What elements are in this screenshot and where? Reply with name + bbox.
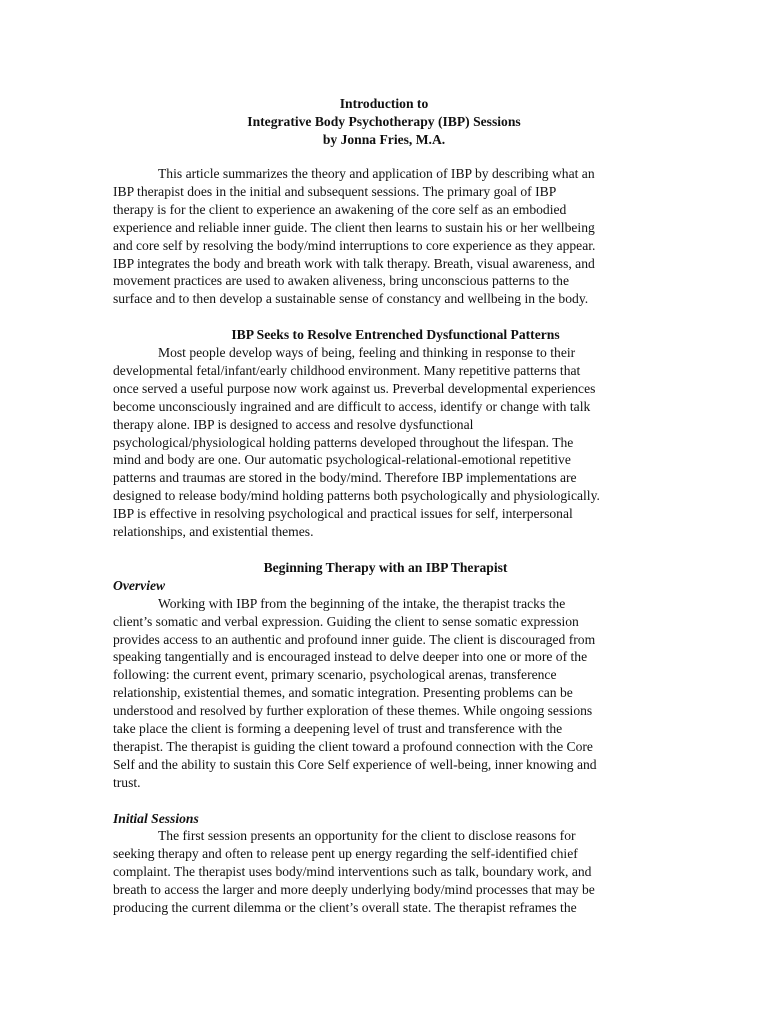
document-title — [0, 95, 768, 149]
document-body — [113, 165, 658, 917]
text-line: understood and resolved by further exploration of these themes. While ongoing sessions — [113, 703, 593, 719]
text-line: mind and body are one. Our automatic psychological-relational-emotional repetitive — [113, 452, 571, 468]
text-line: complaint. The therapist uses body/mind interventions such as talk, boundary work, and — [113, 864, 592, 880]
text-line: This article summarizes the theory and application of IBP by describing what an — [158, 166, 595, 181]
text-line: designed to release body/mind holding patterns both psychologically and physiologically. — [113, 488, 600, 504]
text-line: become unconsciously ingrained and are difficult to access, identify or change with talk — [113, 398, 591, 414]
text-line: trust. — [113, 774, 141, 790]
text-line: developmental fetal/infant/early childhood environment. Many repetitive patterns that — [113, 362, 581, 378]
text-line: The first session presents an opportunity for the client to disclose reasons for — [158, 828, 576, 844]
text-line: psychological/physiological holding patterns developed throughout the lifespan. The — [113, 434, 574, 450]
text-line: relationships, and existential themes. — [113, 524, 314, 540]
text-line: experience and reliable inner guide. The client then learns to sustain his or her wellbeing — [113, 219, 595, 235]
text-line: patterns and traumas are stored in the body/mind. Therefore IBP implementations are — [113, 470, 577, 486]
text-line: provides access to an authentic and profound inner guide. The client is discouraged from — [113, 631, 596, 647]
text-line: IBP integrates the body and breath work with talk therapy. Breath, visual awareness, and — [113, 255, 595, 271]
text-line: take place the client is forming a deepening level of trust and transference with the — [113, 721, 563, 737]
text-line: client’s somatic and verbal expression. Guiding the client to sense somatic expression — [113, 613, 579, 629]
text-line: therapy is for the client to experience an awakening of the core self as an embodied — [113, 201, 567, 217]
text-line: movement practices are used to awaken aliveness, bring unconscious patterns to the — [113, 273, 570, 289]
subsection-heading: Initial Sessions — [113, 810, 199, 826]
text-line: therapist. The therapist is guiding the client toward a profound connection with the Core — [113, 738, 593, 754]
text-line: relationship, existential themes, and somatic integration. Presenting problems can be — [113, 685, 573, 701]
text-line: once served a useful purpose now work against us. Preverbal developmental experiences — [113, 380, 596, 396]
text-line: following: the current event, primary scenario, psychological arenas, transference — [113, 667, 557, 683]
text-line: breath to access the larger and more deeply underlying body/mind processes that may be — [113, 882, 595, 898]
text-line: producing the current dilemma or the client’s overall state. The therapist reframes the — [113, 900, 577, 916]
text-line: Self and the ability to sustain this Core Self experience of well-being, inner knowing and — [113, 756, 597, 772]
text-line: Working with IBP from the beginning of the intake, the therapist tracks the — [158, 595, 566, 611]
author-line: by Jonna Fries, M.A. — [322, 131, 446, 147]
text-line: seeking therapy and often to release pent up energy regarding the self-identified chief — [113, 846, 578, 862]
initial-sessions-paragraph — [113, 827, 658, 917]
subsection-heading: Overview — [113, 577, 166, 593]
section-heading: Beginning Therapy with an IBP Therapist — [263, 559, 508, 575]
text-line: and core self by resolving the body/mind interruptions to core experience as they appear. — [113, 237, 596, 253]
intro-paragraph — [113, 165, 658, 308]
title-line-2: Integrative Body Psychotherapy (IBP) Sessions — [247, 113, 521, 129]
section-heading: IBP Seeks to Resolve Entrenched Dysfunctional Patterns — [231, 327, 560, 343]
text-line: therapy alone. IBP is designed to access and resolve dysfunctional — [113, 416, 474, 432]
overview-paragraph — [113, 595, 658, 792]
text-line: surface and to then develop a sustainable sense of constancy and wellbeing in the body. — [113, 291, 589, 307]
text-line: IBP is effective in resolving psychological and practical issues for self, interpersonal — [113, 506, 573, 522]
section-paragraph — [113, 344, 658, 541]
text-line: speaking tangentially and is encouraged instead to delve deeper into one or more of the — [113, 649, 588, 665]
title-line-1: Introduction to — [339, 96, 429, 111]
text-line: Most people develop ways of being, feeling and thinking in response to their — [158, 345, 576, 361]
text-line: IBP therapist does in the initial and subsequent sessions. The primary goal of IBP — [113, 183, 557, 199]
